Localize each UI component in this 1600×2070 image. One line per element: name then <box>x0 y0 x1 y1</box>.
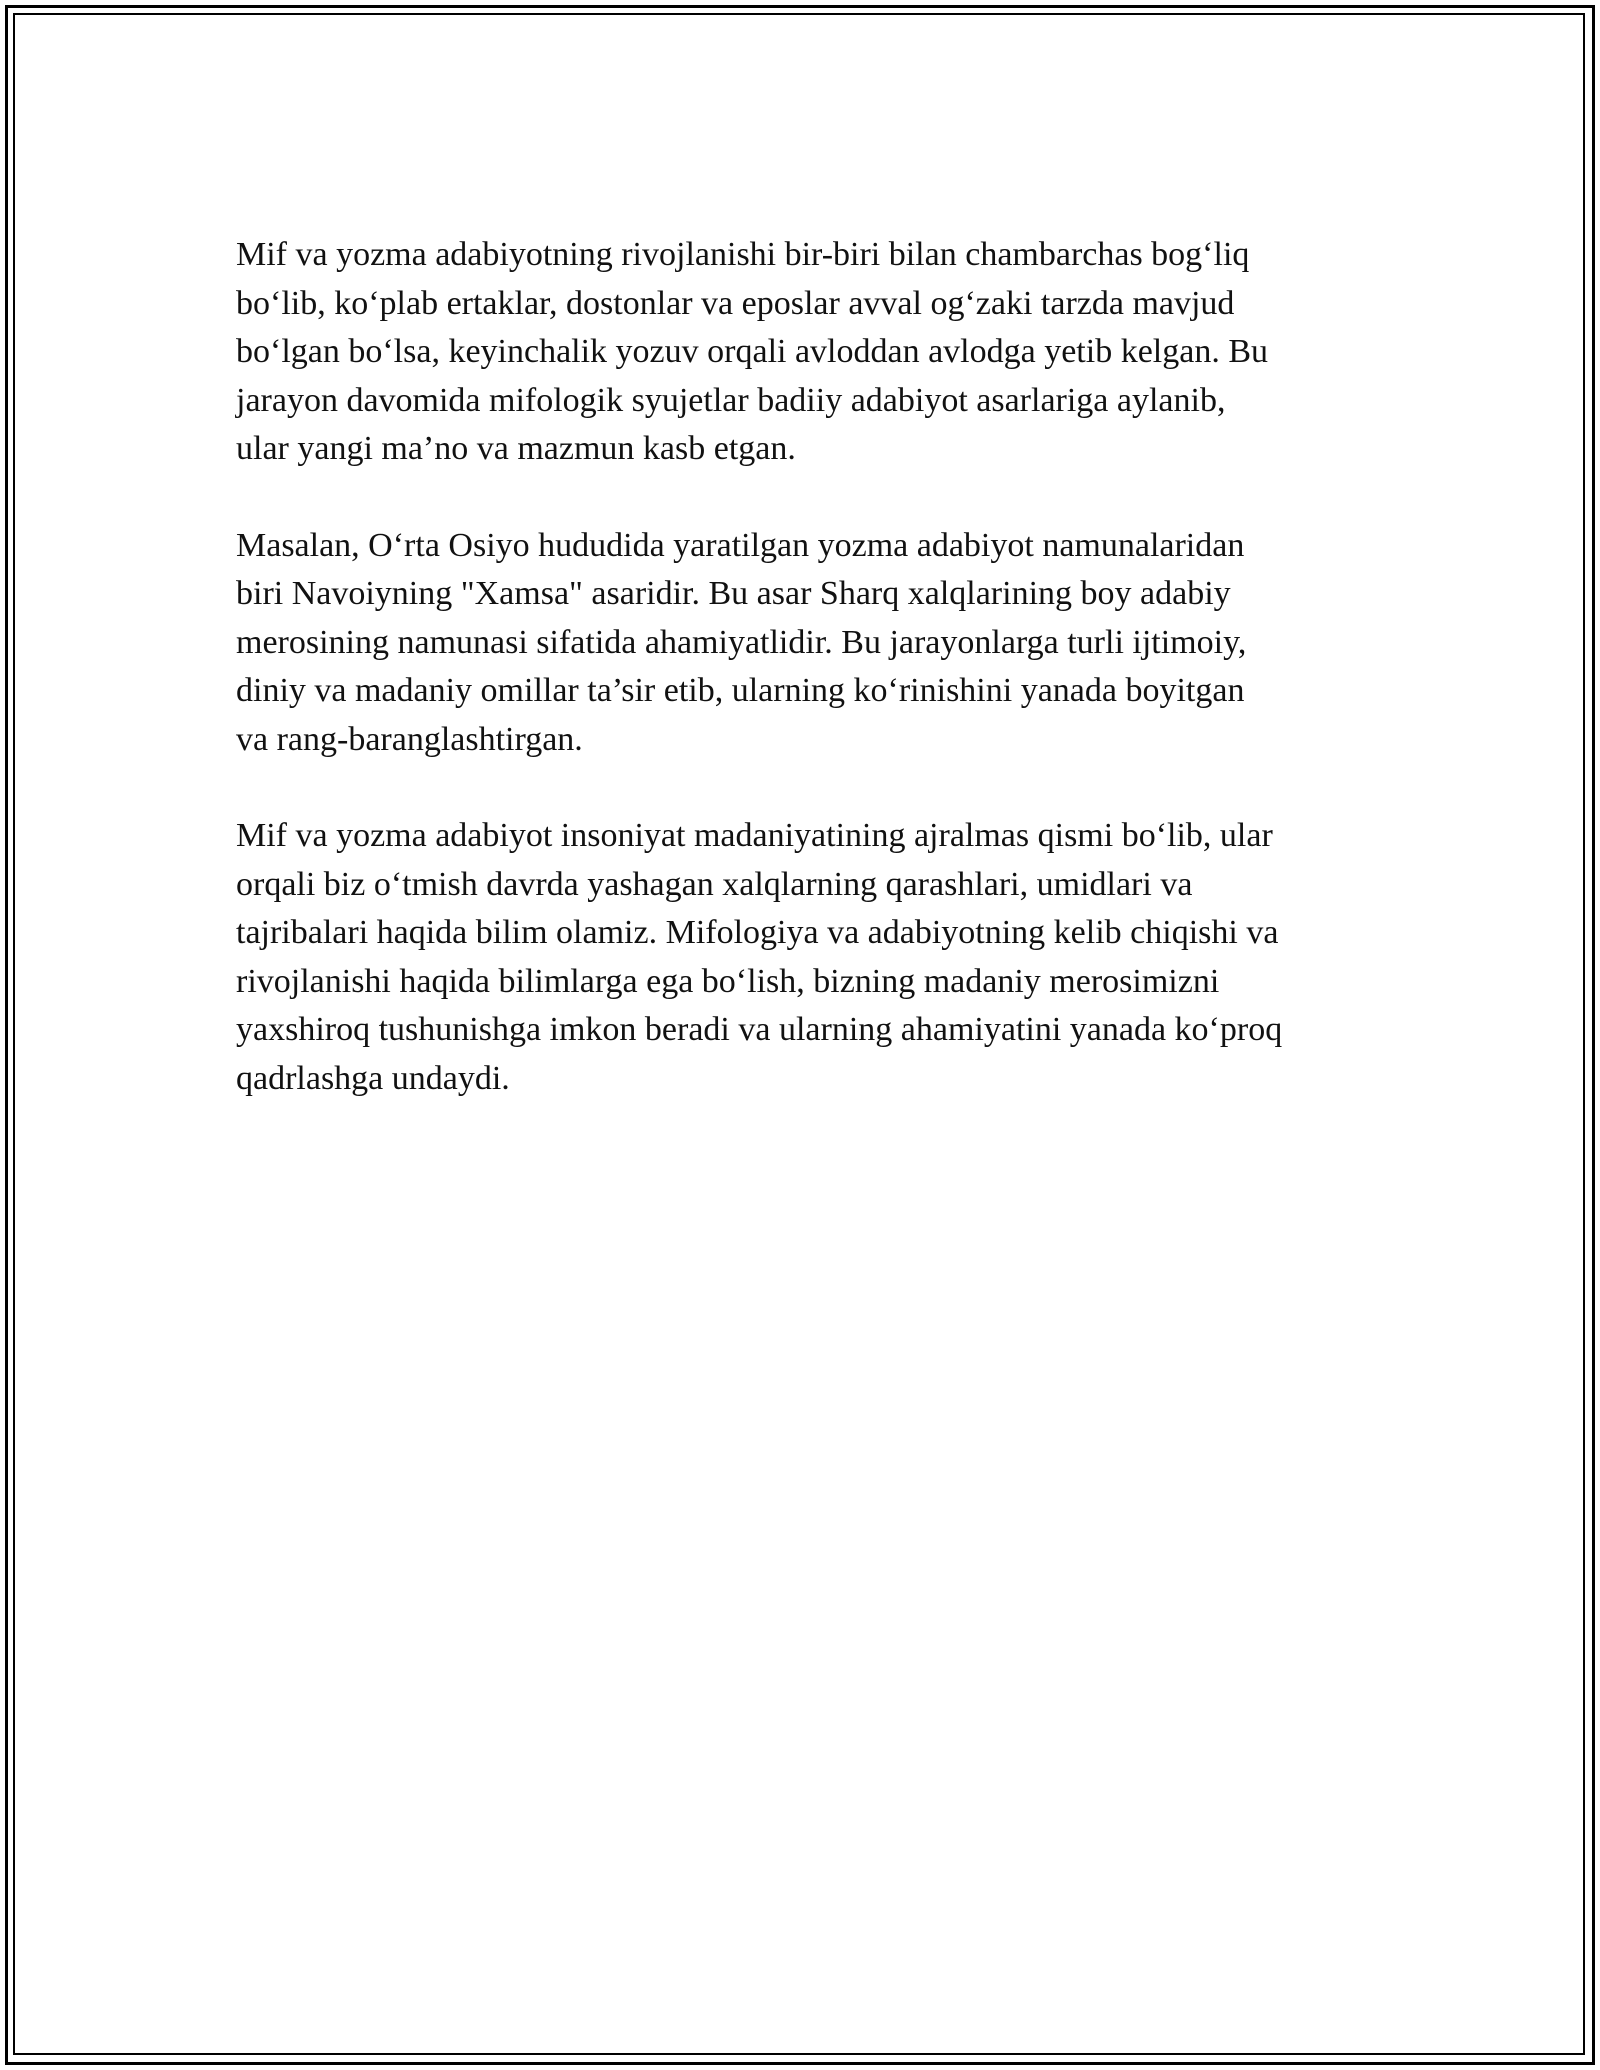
paragraph-3 <box>236 812 1396 1103</box>
paragraph-1 <box>236 231 1396 474</box>
text-line: qadrlashga undaydi. <box>236 1059 510 1097</box>
text-line: merosining namunasi sifatida ahamiyatlidir. Bu jarayonlarga turli ijtimoiy, <box>236 623 1247 661</box>
text-line: biri Navoiyning "Xamsa" asaridir. Bu asar Sharq xalqlarining boy adabiy <box>236 575 1231 612</box>
paragraph-2 <box>236 522 1396 765</box>
text-line: jarayon davomida mifologik syujetlar badiiy adabiyot asarlariga aylanib, <box>236 381 1226 419</box>
text-line: Mif va yozma adabiyotning rivojlanishi bir-biri bilan chambarchas bog‘liq <box>236 236 1250 273</box>
text-line: bo‘lgan bo‘lsa, keyinchalik yozuv orqali avloddan avlodga yetib kelgan. Bu <box>236 333 1269 370</box>
text-line: diniy va madaniy omillar ta’sir etib, ularning ko‘rinishini yanada boyitgan <box>236 672 1245 709</box>
text-line: rivojlanishi haqida bilimlarga ega bo‘lish, bizning madaniy merosimizni <box>236 962 1220 1000</box>
text-line: ular yangi ma’no va mazmun kasb etgan. <box>236 430 796 467</box>
text-line: bo‘lib, ko‘plab ertaklar, dostonlar va eposlar avval og‘zaki tarzda mavjud <box>236 284 1235 322</box>
text-line: Masalan, O‘rta Osiyo hududida yaratilgan yozma adabiyot namunalaridan <box>236 526 1245 564</box>
text-line: tajribalari haqida bilim olamiz. Mifologiya va adabiyotning kelib chiqishi va <box>236 914 1279 951</box>
text-line: Mif va yozma adabiyot insoniyat madaniyatining ajralmas qismi bo‘lib, ular <box>236 817 1273 854</box>
text-line: orqali biz o‘tmish davrda yashagan xalqlarning qarashlari, umidlari va <box>236 865 1193 903</box>
text-line: yaxshiroq tushunishga imkon beradi va ularning ahamiyatini yanada ko‘proq <box>236 1011 1283 1048</box>
text-line: va rang-baranglashtirgan. <box>236 720 583 758</box>
document-body <box>236 231 1396 1151</box>
